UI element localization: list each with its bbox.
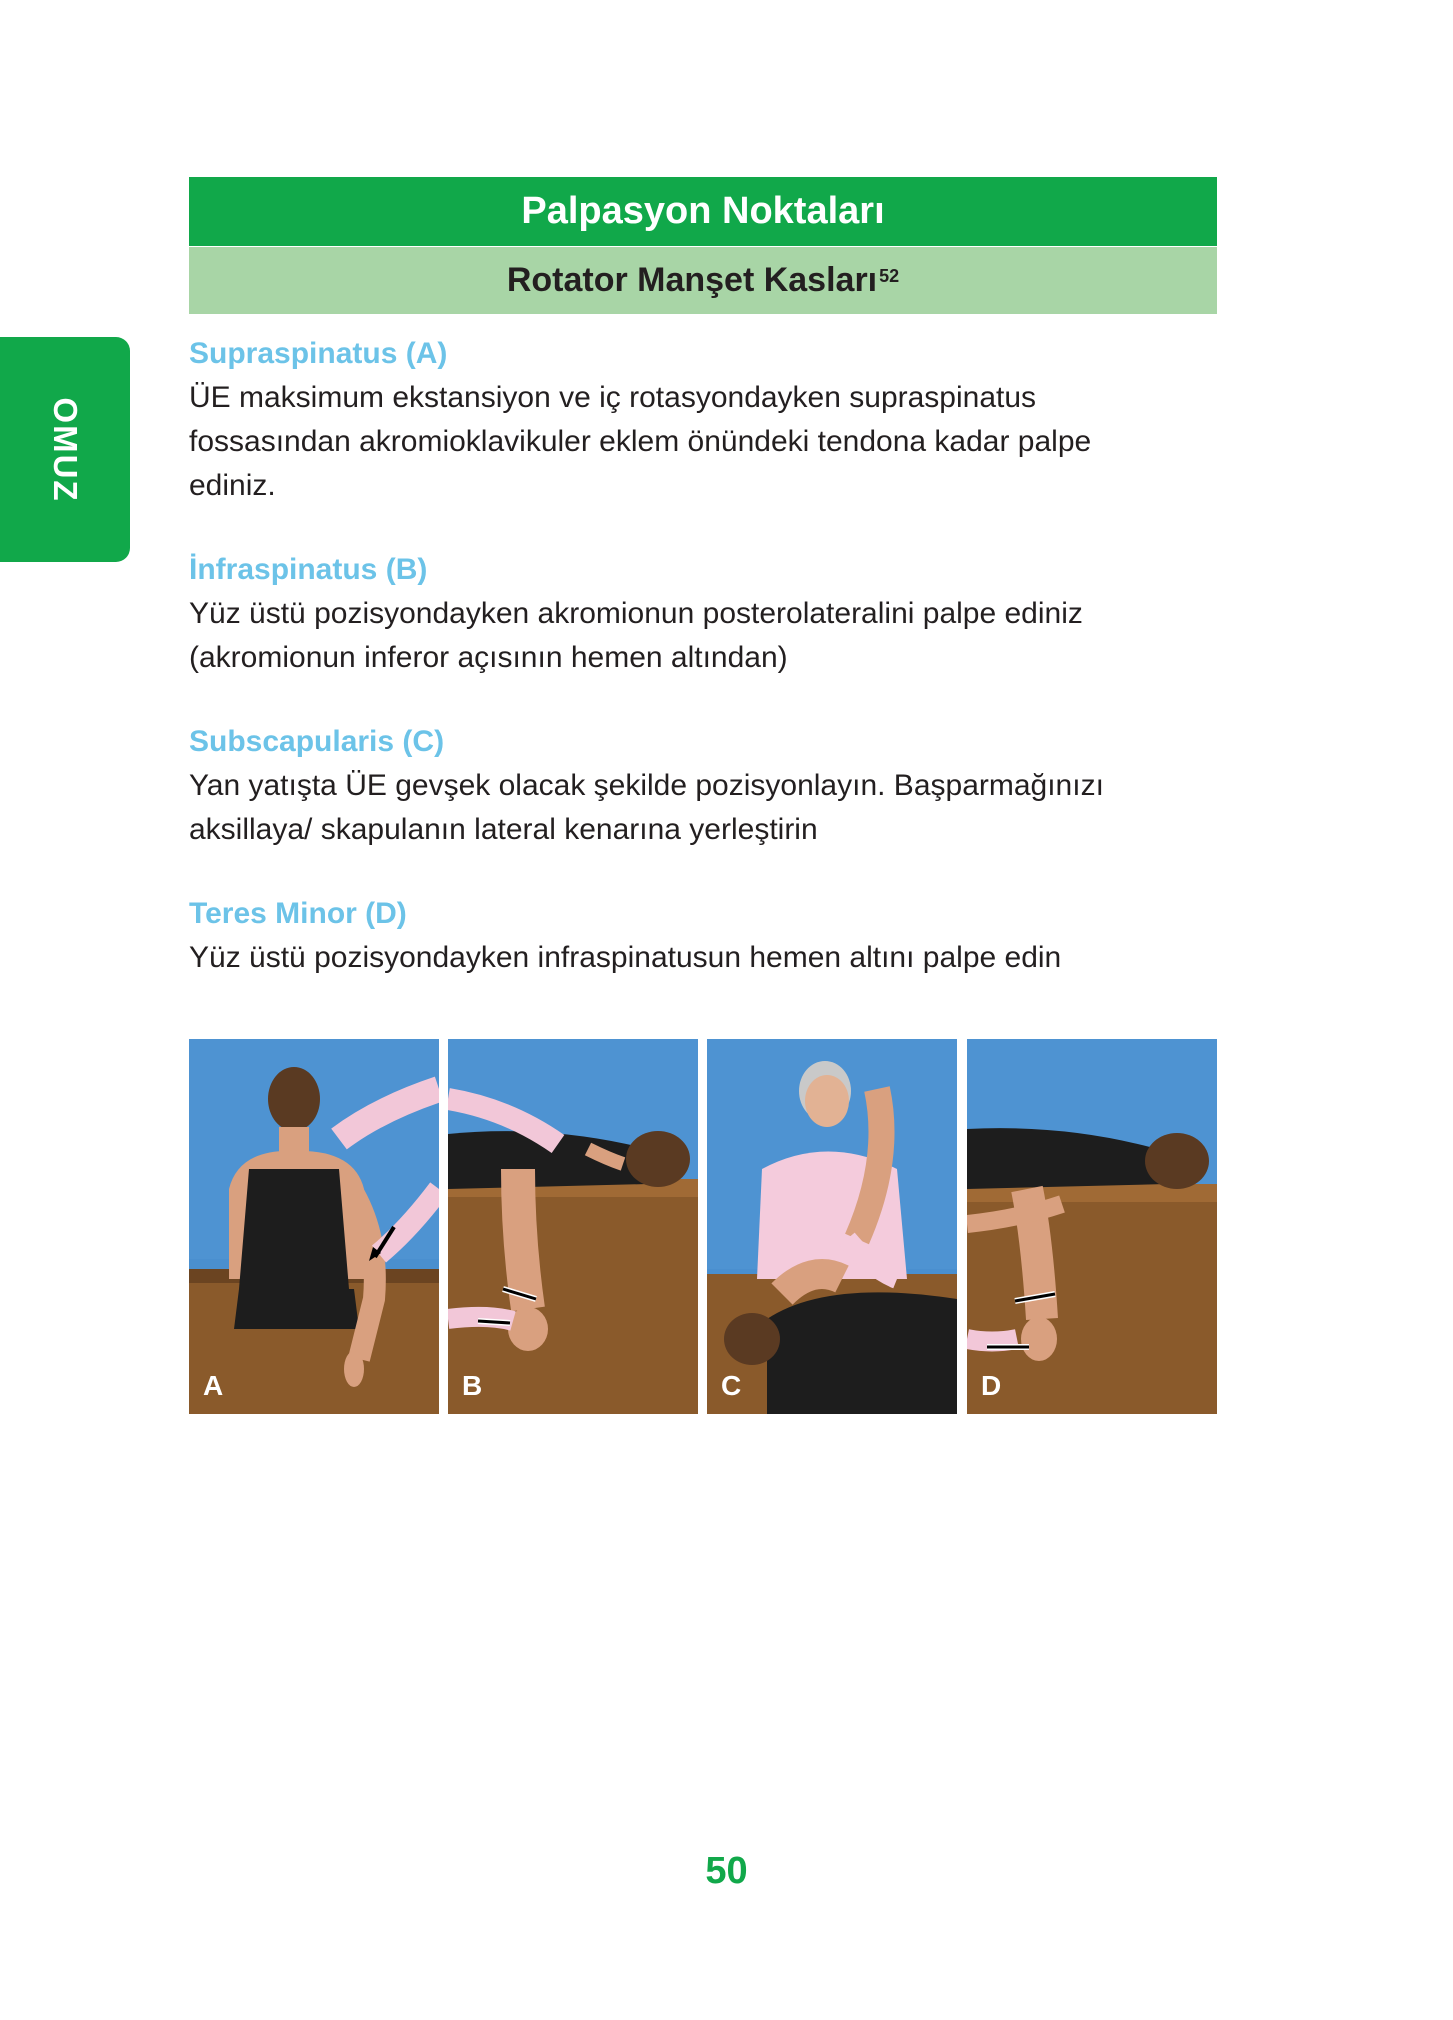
subtitle-text: Rotator Manşet Kasları [506, 261, 878, 299]
text-line: aksillaya/ skapulanın lateral kenarına yerleştirin [189, 813, 818, 846]
text-line: (akromionun inferor açısının hemen altından) [189, 641, 788, 674]
section-text [189, 936, 1229, 980]
photo-label: D [981, 1370, 1002, 1401]
section-subscapularis [189, 722, 1229, 852]
side-tab [0, 337, 130, 562]
photo-label: C [721, 1370, 742, 1401]
text-line: Yüz üstü pozisyondayken akromionun posterolateralini palpe ediniz [189, 597, 1083, 630]
section-heading: İnfraspinatus (B) [189, 553, 428, 586]
section-text [189, 592, 1229, 680]
photo-supraspinatus [189, 1039, 439, 1414]
section-text [189, 376, 1229, 508]
section-heading: Supraspinatus (A) [189, 337, 448, 370]
text-line: ÜE maksimum ekstansiyon ve iç rotasyondayken supraspinatus [189, 381, 1037, 414]
photo-strip [189, 1039, 1217, 1414]
text-line: Yüz üstü pozisyondayken infraspinatusun hemen altını palpe edin [189, 941, 1062, 974]
photo-label: A [203, 1370, 224, 1401]
page-subtitle [189, 247, 1217, 314]
subtitle-reference: 52 [879, 266, 900, 286]
section-teres-minor [189, 894, 1229, 980]
text-line: Yan yatışta ÜE gevşek olacak şekilde pozisyonlayın. Başparmağınızı [189, 769, 1104, 802]
page-title: Palpasyon Noktaları [189, 177, 1217, 246]
content [189, 334, 1229, 1022]
section-supraspinatus [189, 334, 1229, 508]
section-heading: Teres Minor (D) [189, 897, 407, 930]
text-line: ediniz. [189, 469, 276, 502]
photo-teres-minor [967, 1039, 1217, 1414]
section-heading: Subscapularis (C) [189, 725, 445, 758]
page-number: 50 [705, 1850, 748, 1892]
text-line: fossasından akromioklavikuler eklem önündeki tendona kadar palpe [189, 425, 1092, 458]
photo-infraspinatus [448, 1039, 698, 1414]
section-text [189, 764, 1229, 852]
photo-subscapularis [707, 1039, 957, 1414]
photo-label: B [462, 1370, 483, 1401]
section-infraspinatus [189, 550, 1229, 680]
side-tab-label: OMUZ [47, 396, 84, 503]
